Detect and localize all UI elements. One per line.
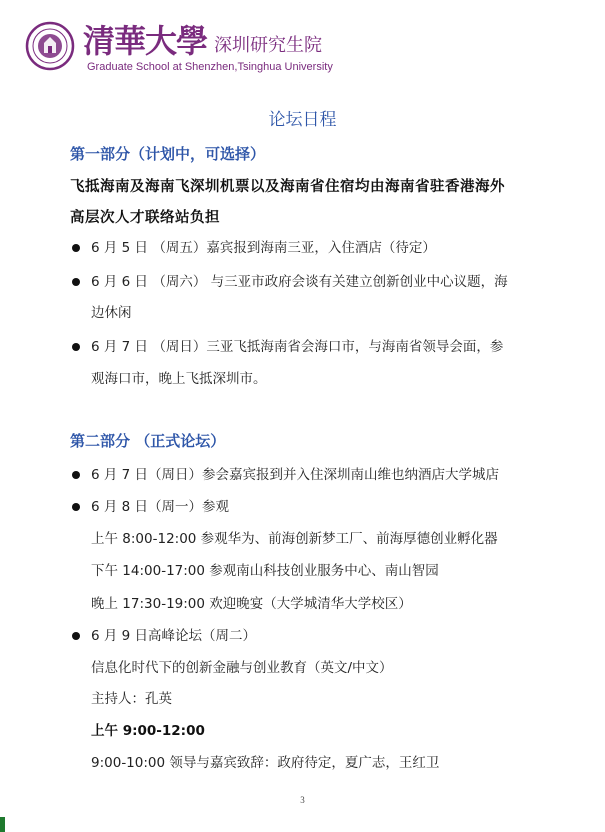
part2-heading: 第二部分 （正式论坛）: [70, 432, 226, 450]
bullet-icon: [72, 471, 80, 479]
list-item: 6 月 9 日高峰论坛（周二）: [91, 628, 257, 644]
list-item: 6 月 5 日 （周五）嘉宾报到海南三亚，入住酒店（待定）: [91, 240, 436, 256]
part1-notice-line1: 飞抵海南及海南飞深圳机票以及海南省住宿均由海南省驻香港海外: [70, 179, 505, 195]
logo-chinese-subtitle: 深圳研究生院: [214, 35, 322, 56]
logo-english-name: Graduate School at Shenzhen,Tsinghua University: [87, 61, 333, 73]
tsinghua-seal-icon: [25, 21, 75, 71]
list-item-continuation: 观海口市，晚上飞抵深圳市。: [91, 371, 267, 387]
list-item: 6 月 7 日 （周日）三亚飞抵海南省会海口市，与海南省领导会面，参: [91, 339, 504, 355]
page-title: 论坛日程: [268, 110, 337, 130]
bullet-icon: [72, 278, 80, 286]
bullet-icon: [72, 244, 80, 252]
part1-notice-line2: 高层次人才联络站负担: [70, 210, 220, 226]
list-item: 6 月 7 日（周日）参会嘉宾报到并入住深圳南山维也纳酒店大学城店: [91, 467, 500, 483]
list-item-continuation: 边休闲: [91, 305, 132, 321]
university-logo: [25, 21, 333, 77]
forum-host: 主持人：孔英: [91, 691, 172, 707]
forum-topic: 信息化时代下的创新金融与创业教育（英文/中文）: [91, 660, 393, 676]
schedule-line: 下午 14:00-17:00 参观南山科技创业服务中心、南山智园: [91, 563, 439, 579]
bullet-icon: [72, 632, 80, 640]
bullet-icon: [72, 503, 80, 511]
schedule-line: 晚上 17:30-19:00 欢迎晚宴（大学城清华大学校区）: [91, 596, 412, 612]
schedule-line: 上午 8:00-12:00 参观华为、前海创新梦工厂、前海厚德创业孵化器: [91, 531, 498, 547]
corner-marker: [0, 817, 5, 832]
part1-heading: 第一部分（计划中，可选择）: [70, 145, 266, 163]
bullet-icon: [72, 343, 80, 351]
list-item: 6 月 8 日（周一）参观: [91, 499, 230, 515]
logo-chinese-name: 清華大學: [83, 22, 208, 60]
page-number: 3: [300, 795, 305, 805]
morning-session-time: 上午 9:00-12:00: [91, 723, 205, 739]
list-item: 6 月 6 日 （周六） 与三亚市政府会谈有关建立创新创业中心议题，海: [91, 274, 508, 290]
schedule-line: 9:00-10:00 领导与嘉宾致辞：政府待定，夏广志，王红卫: [91, 755, 440, 771]
